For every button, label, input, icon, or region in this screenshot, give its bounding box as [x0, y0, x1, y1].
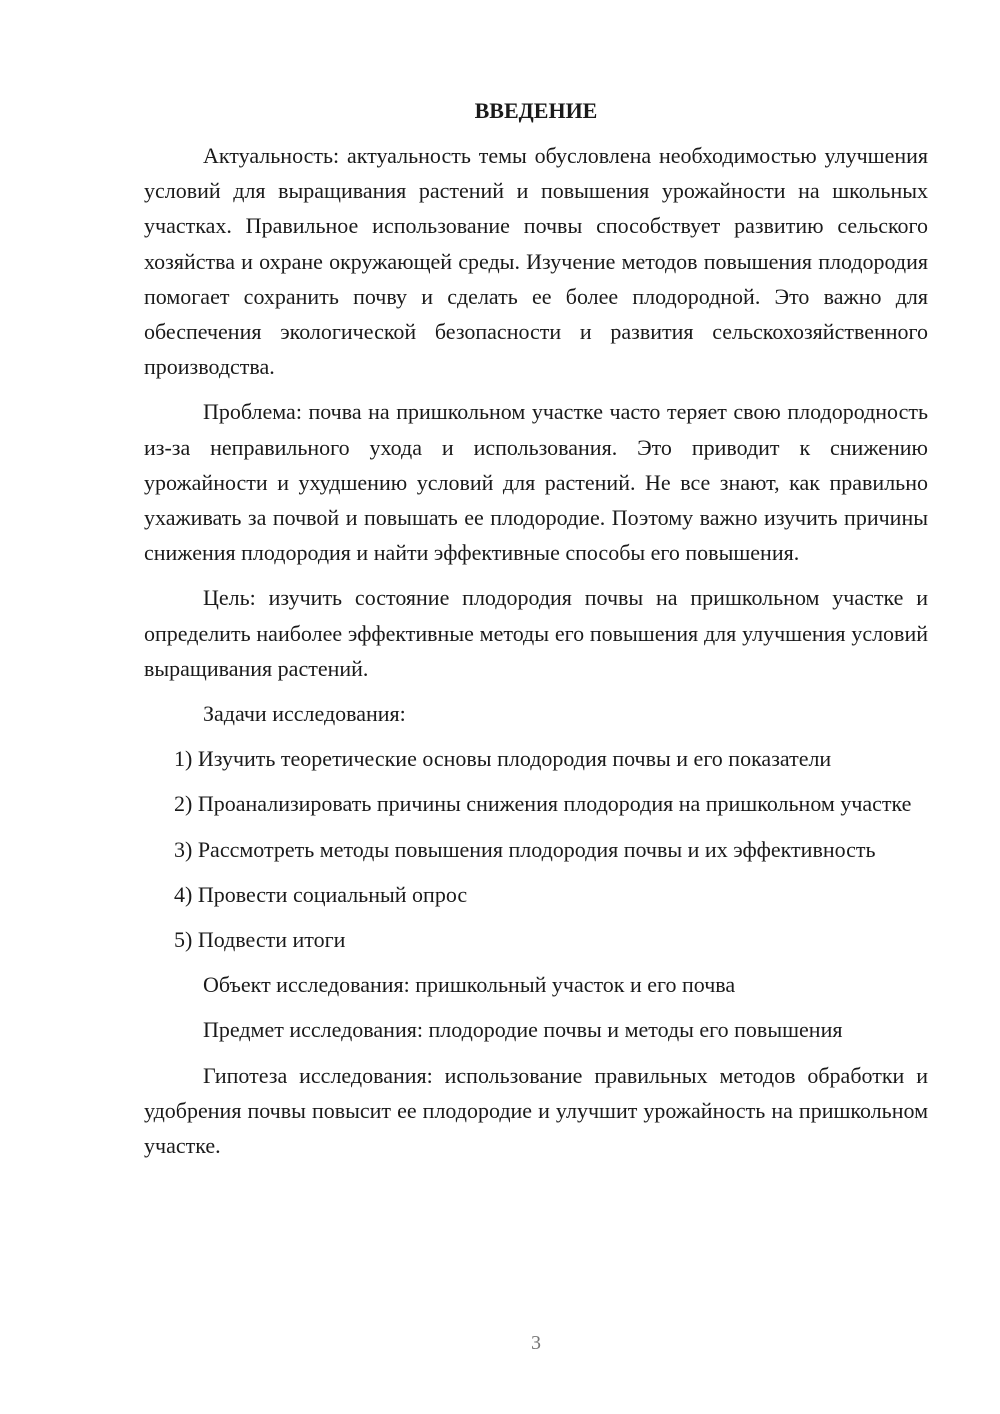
- paragraph-subject: Предмет исследования: плодородие почвы и методы его повышения: [203, 1017, 843, 1043]
- paragraph-relevance: Актуальность: актуальность темы обусловлена необходимостью улучшения условий для выращивания растений и повышения урожайности на школьных участках. Правильное использование почвы способствует развитию сельского хозяйства и охране окружающей среды. Изучение методов повышения плодородия помогает сохранить почву и сделать ее более плодородной. Это важно для обеспечения экологической безопасности и развития сельскохозяйственного производства.: [144, 143, 928, 380]
- task-item-3: 3) Рассмотреть методы повышения плодородия почвы и их эффективность: [174, 836, 876, 862]
- paragraph-object: Объект исследования: пришкольный участок и его почва: [203, 972, 736, 998]
- paragraph-hypothesis: Гипотеза исследования: использование правильных методов обработки и удобрения почвы повысит ее плодородие и улучшит урожайность на пришкольном участке.: [144, 1062, 928, 1159]
- paragraph-tasks-heading: Задачи исследования:: [203, 701, 406, 727]
- paragraph-problem: Проблема: почва на пришкольном участке часто теряет свою плодородность из-за неправильного ухода и использования. Это приводит к снижению урожайности и ухудшению условий для растений. Не все знают, как правильно ухаживать за почвой и повышать ее плодородие. Поэтому важно изучить причины снижения плодородия и найти эффективные способы его повышения.: [144, 399, 928, 566]
- task-item-4: 4) Провести социальный опрос: [174, 881, 468, 907]
- task-item-5: 5) Подвести итоги: [174, 927, 346, 953]
- document-body: [144, 96, 928, 1173]
- task-item-2: 2) Проанализировать причины снижения плодородия на пришкольном участке: [174, 791, 912, 817]
- task-item-1: 1) Изучить теоретические основы плодородия почвы и его показатели: [174, 746, 832, 772]
- paragraph-goal: Цель: изучить состояние плодородия почвы на пришкольном участке и определить наиболее эффективные методы его повышения для улучшения условий выращивания растений.: [144, 585, 928, 681]
- page-number: 3: [531, 1332, 541, 1354]
- page-title: ВВЕДЕНИЕ: [474, 98, 598, 123]
